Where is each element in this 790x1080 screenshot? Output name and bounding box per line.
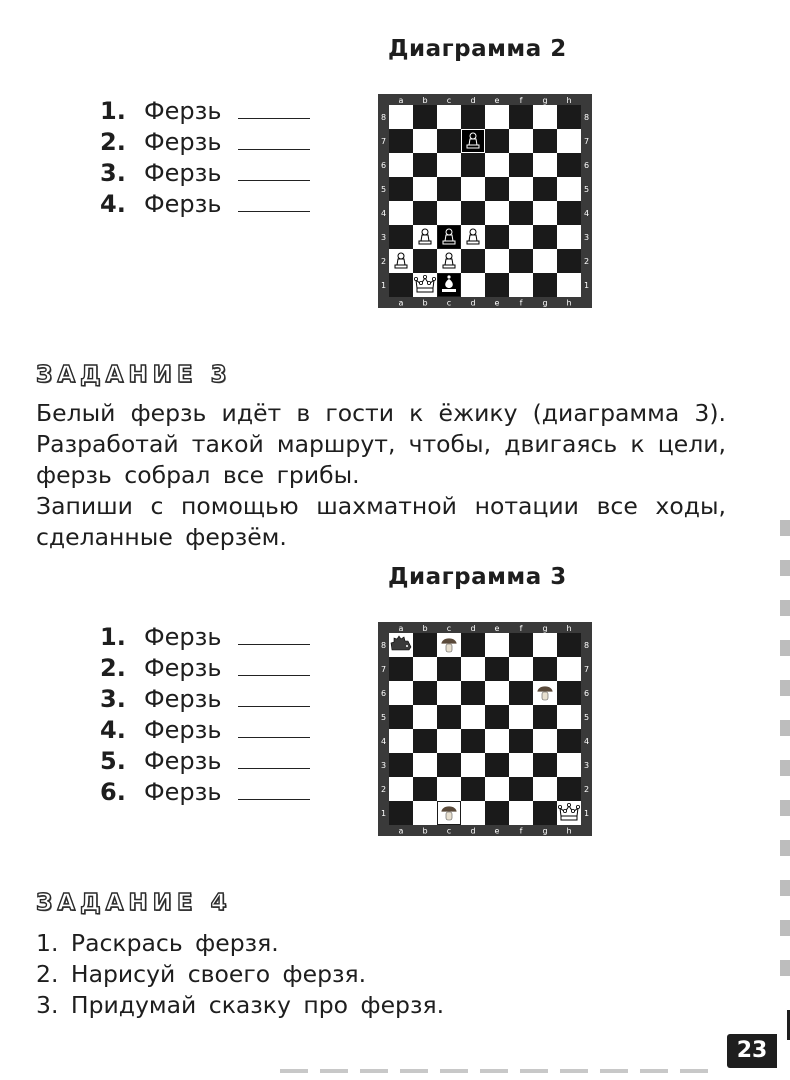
board-square[interactable] bbox=[461, 249, 485, 273]
board-square[interactable] bbox=[389, 225, 413, 249]
board-square[interactable] bbox=[461, 153, 485, 177]
rank-label: 8 bbox=[380, 113, 387, 122]
board-square[interactable] bbox=[509, 633, 533, 657]
board-square[interactable] bbox=[413, 705, 437, 729]
rank-label: 2 bbox=[583, 785, 590, 794]
rank-label: 5 bbox=[583, 185, 590, 194]
diagram-2-title: Диаграмма 2 bbox=[388, 36, 567, 62]
white-queen-icon bbox=[558, 803, 579, 820]
answer-blank[interactable] bbox=[238, 719, 310, 738]
board-square[interactable] bbox=[557, 633, 581, 657]
move-line bbox=[100, 189, 310, 220]
board-square[interactable] bbox=[509, 705, 533, 729]
board-square[interactable] bbox=[461, 777, 485, 801]
file-label: g bbox=[542, 298, 548, 308]
board-square[interactable] bbox=[437, 153, 461, 177]
board-square[interactable] bbox=[413, 105, 437, 129]
board-square[interactable] bbox=[533, 801, 557, 825]
move-number: 1. bbox=[100, 623, 126, 651]
board-square[interactable] bbox=[533, 753, 557, 777]
board-square[interactable] bbox=[389, 777, 413, 801]
board-square[interactable] bbox=[461, 705, 485, 729]
move-number: 3. bbox=[100, 685, 126, 713]
file-label: a bbox=[398, 96, 404, 105]
board-square[interactable] bbox=[437, 729, 461, 753]
board-square[interactable] bbox=[413, 177, 437, 201]
board-square[interactable] bbox=[557, 201, 581, 225]
board-square[interactable] bbox=[461, 801, 485, 825]
board-square[interactable] bbox=[413, 729, 437, 753]
board-square[interactable] bbox=[461, 105, 485, 129]
board-square[interactable] bbox=[389, 201, 413, 225]
answer-blank[interactable] bbox=[238, 193, 310, 212]
answer-blank[interactable] bbox=[238, 100, 310, 119]
rank-label: 6 bbox=[583, 161, 590, 170]
board-square[interactable] bbox=[509, 729, 533, 753]
file-label: b bbox=[422, 96, 428, 105]
board-square[interactable] bbox=[485, 249, 509, 273]
rank-label: 4 bbox=[380, 209, 387, 218]
move-piece: Ферзь bbox=[144, 747, 222, 775]
board-square[interactable] bbox=[509, 681, 533, 705]
move-line bbox=[100, 622, 310, 653]
file-label: f bbox=[519, 624, 523, 633]
rank-label: 8 bbox=[583, 641, 590, 650]
board-square[interactable] bbox=[413, 753, 437, 777]
move-line bbox=[100, 653, 310, 684]
board-square[interactable] bbox=[461, 681, 485, 705]
board-square[interactable] bbox=[413, 801, 437, 825]
move-number: 3. bbox=[100, 159, 126, 187]
answer-blank[interactable] bbox=[238, 781, 310, 800]
board-square[interactable] bbox=[509, 105, 533, 129]
board-square[interactable] bbox=[413, 249, 437, 273]
white-queen-icon bbox=[414, 275, 435, 292]
board-square[interactable] bbox=[485, 801, 509, 825]
answer-blank[interactable] bbox=[238, 657, 310, 676]
board-square[interactable] bbox=[389, 105, 413, 129]
board-square[interactable] bbox=[533, 777, 557, 801]
chessboard-diagram-3 bbox=[378, 622, 592, 836]
rank-label: 3 bbox=[380, 761, 387, 770]
board-square[interactable] bbox=[509, 801, 533, 825]
file-label: d bbox=[470, 826, 476, 836]
board-square[interactable] bbox=[533, 729, 557, 753]
board-square[interactable] bbox=[557, 177, 581, 201]
board-square[interactable] bbox=[485, 177, 509, 201]
board-square[interactable] bbox=[389, 657, 413, 681]
board-square[interactable] bbox=[461, 177, 485, 201]
file-label: c bbox=[446, 96, 452, 105]
board-square[interactable] bbox=[437, 105, 461, 129]
chessboard-svg bbox=[378, 622, 592, 836]
task-4-heading: ЗАДАНИЕ 4 bbox=[36, 890, 232, 916]
bottom-decoration bbox=[280, 1068, 720, 1074]
file-label: e bbox=[494, 624, 500, 633]
diagram-2-move-list bbox=[100, 96, 310, 220]
board-square[interactable] bbox=[461, 729, 485, 753]
item-text: Придумай сказку про ферзя. bbox=[70, 991, 445, 1019]
board-square[interactable] bbox=[557, 225, 581, 249]
board-square[interactable] bbox=[557, 153, 581, 177]
board-square[interactable] bbox=[437, 705, 461, 729]
rank-label: 2 bbox=[380, 785, 387, 794]
board-square[interactable] bbox=[413, 129, 437, 153]
board-square[interactable] bbox=[557, 129, 581, 153]
board-square[interactable] bbox=[557, 657, 581, 681]
board-square[interactable] bbox=[485, 129, 509, 153]
file-label: b bbox=[422, 826, 428, 836]
board-square[interactable] bbox=[533, 201, 557, 225]
board-square[interactable] bbox=[509, 225, 533, 249]
diagram-3-move-list bbox=[100, 622, 310, 808]
move-piece: Ферзь bbox=[144, 654, 222, 682]
board-square[interactable] bbox=[389, 681, 413, 705]
board-square[interactable] bbox=[485, 681, 509, 705]
task-4-item bbox=[36, 928, 444, 959]
file-label: h bbox=[566, 826, 572, 836]
rank-label: 5 bbox=[583, 713, 590, 722]
rank-label: 5 bbox=[380, 713, 387, 722]
rank-label: 1 bbox=[380, 281, 387, 290]
move-piece: Ферзь bbox=[144, 159, 222, 187]
board-square[interactable] bbox=[485, 729, 509, 753]
board-square[interactable] bbox=[557, 777, 581, 801]
board-square[interactable] bbox=[437, 177, 461, 201]
chessboard-svg bbox=[378, 94, 592, 308]
move-number: 2. bbox=[100, 654, 126, 682]
rank-label: 8 bbox=[380, 641, 387, 650]
item-text: Раскрась ферзя. bbox=[70, 929, 279, 957]
rank-label: 8 bbox=[583, 113, 590, 122]
file-label: g bbox=[542, 826, 548, 836]
file-label: c bbox=[446, 298, 452, 308]
rank-label: 2 bbox=[583, 257, 590, 266]
board-square[interactable] bbox=[557, 273, 581, 297]
board-square[interactable] bbox=[413, 633, 437, 657]
file-label: d bbox=[470, 624, 476, 633]
chessboard-diagram-2 bbox=[378, 94, 592, 308]
board-square[interactable] bbox=[485, 273, 509, 297]
board-square[interactable] bbox=[533, 177, 557, 201]
board-square[interactable] bbox=[461, 633, 485, 657]
margin-decoration bbox=[774, 520, 790, 1040]
rank-label: 1 bbox=[583, 809, 590, 818]
board-square[interactable] bbox=[413, 153, 437, 177]
board-square[interactable] bbox=[485, 753, 509, 777]
board-square[interactable] bbox=[509, 249, 533, 273]
move-line bbox=[100, 158, 310, 189]
board-square[interactable] bbox=[509, 129, 533, 153]
file-label: e bbox=[494, 298, 500, 308]
board-square[interactable] bbox=[485, 777, 509, 801]
board-square[interactable] bbox=[461, 657, 485, 681]
file-label: g bbox=[542, 96, 548, 105]
move-number: 2. bbox=[100, 128, 126, 156]
answer-blank[interactable] bbox=[238, 688, 310, 707]
move-piece: Ферзь bbox=[144, 778, 222, 806]
move-piece: Ферзь bbox=[144, 128, 222, 156]
file-label: e bbox=[494, 96, 500, 105]
rank-label: 7 bbox=[380, 665, 387, 674]
move-line bbox=[100, 777, 310, 808]
file-label: c bbox=[446, 624, 452, 633]
rank-label: 3 bbox=[380, 233, 387, 242]
board-square[interactable] bbox=[533, 657, 557, 681]
rank-label: 7 bbox=[583, 665, 590, 674]
rank-label: 7 bbox=[583, 137, 590, 146]
board-square[interactable] bbox=[413, 201, 437, 225]
file-label: c bbox=[446, 826, 452, 836]
file-label: d bbox=[470, 298, 476, 308]
task-4-item bbox=[36, 990, 444, 1021]
board-square[interactable] bbox=[557, 105, 581, 129]
board-square[interactable] bbox=[389, 177, 413, 201]
item-text: Нарисуй своего ферзя. bbox=[70, 960, 367, 988]
board-square[interactable] bbox=[533, 153, 557, 177]
move-piece: Ферзь bbox=[144, 623, 222, 651]
file-label: a bbox=[398, 624, 404, 633]
board-square[interactable] bbox=[557, 705, 581, 729]
page-number: 23 bbox=[727, 1034, 777, 1068]
move-piece: Ферзь bbox=[144, 190, 222, 218]
rank-label: 4 bbox=[583, 737, 590, 746]
file-label: a bbox=[398, 826, 404, 836]
board-square[interactable] bbox=[533, 273, 557, 297]
board-square[interactable] bbox=[485, 225, 509, 249]
rank-label: 7 bbox=[380, 137, 387, 146]
board-square[interactable] bbox=[557, 729, 581, 753]
answer-blank[interactable] bbox=[238, 162, 310, 181]
board-square[interactable] bbox=[413, 681, 437, 705]
file-label: f bbox=[519, 826, 523, 836]
board-square[interactable] bbox=[461, 201, 485, 225]
rank-label: 2 bbox=[380, 257, 387, 266]
move-number: 6. bbox=[100, 778, 126, 806]
board-square[interactable] bbox=[437, 657, 461, 681]
task-4-list bbox=[36, 928, 444, 1021]
rank-label: 6 bbox=[380, 689, 387, 698]
answer-blank[interactable] bbox=[238, 131, 310, 150]
board-square[interactable] bbox=[485, 201, 509, 225]
file-label: d bbox=[470, 96, 476, 105]
board-square[interactable] bbox=[485, 657, 509, 681]
rank-label: 6 bbox=[583, 689, 590, 698]
board-square[interactable] bbox=[437, 753, 461, 777]
rank-label: 1 bbox=[380, 809, 387, 818]
move-piece: Ферзь bbox=[144, 716, 222, 744]
rank-label: 3 bbox=[583, 761, 590, 770]
board-square[interactable] bbox=[533, 225, 557, 249]
file-label: h bbox=[566, 624, 572, 633]
file-label: g bbox=[542, 624, 548, 633]
rank-label: 1 bbox=[583, 281, 590, 290]
board-square[interactable] bbox=[533, 633, 557, 657]
board-square[interactable] bbox=[437, 681, 461, 705]
file-label: h bbox=[566, 298, 572, 308]
rank-label: 4 bbox=[583, 209, 590, 218]
move-line bbox=[100, 127, 310, 158]
board-square[interactable] bbox=[485, 153, 509, 177]
file-label: e bbox=[494, 826, 500, 836]
diagram-3-title: Диаграмма 3 bbox=[388, 564, 567, 590]
move-number: 4. bbox=[100, 716, 126, 744]
board-square[interactable] bbox=[437, 777, 461, 801]
task-3-text bbox=[36, 398, 726, 553]
file-label: f bbox=[519, 96, 523, 105]
move-line bbox=[100, 96, 310, 127]
board-square[interactable] bbox=[509, 753, 533, 777]
board-square[interactable] bbox=[461, 753, 485, 777]
move-number: 1. bbox=[100, 97, 126, 125]
answer-blank[interactable] bbox=[238, 626, 310, 645]
move-line bbox=[100, 715, 310, 746]
item-number: 2. bbox=[36, 960, 59, 988]
board-square[interactable] bbox=[509, 153, 533, 177]
move-line bbox=[100, 746, 310, 777]
board-square[interactable] bbox=[437, 129, 461, 153]
move-number: 5. bbox=[100, 747, 126, 775]
board-square[interactable] bbox=[509, 177, 533, 201]
file-label: b bbox=[422, 624, 428, 633]
board-square[interactable] bbox=[533, 105, 557, 129]
board-square[interactable] bbox=[413, 657, 437, 681]
board-square[interactable] bbox=[389, 153, 413, 177]
board-square[interactable] bbox=[485, 633, 509, 657]
move-piece: Ферзь bbox=[144, 97, 222, 125]
rank-label: 3 bbox=[583, 233, 590, 242]
file-label: a bbox=[398, 298, 404, 308]
task-4-item bbox=[36, 959, 444, 990]
file-label: f bbox=[519, 298, 523, 308]
board-square[interactable] bbox=[509, 201, 533, 225]
board-square[interactable] bbox=[485, 705, 509, 729]
board-square[interactable] bbox=[557, 249, 581, 273]
board-square[interactable] bbox=[533, 129, 557, 153]
board-square[interactable] bbox=[389, 729, 413, 753]
task-3-paragraph-1: Белый ферзь идёт в гости к ёжику (диаграмма 3). Разработай такой маршрут, чтобы, двигаясь к цели, ферзь собрал все грибы. bbox=[36, 399, 726, 489]
rank-label: 5 bbox=[380, 185, 387, 194]
move-line bbox=[100, 684, 310, 715]
board-square[interactable] bbox=[413, 777, 437, 801]
board-square[interactable] bbox=[389, 273, 413, 297]
board-square[interactable] bbox=[389, 753, 413, 777]
board-square[interactable] bbox=[533, 249, 557, 273]
board-square[interactable] bbox=[533, 705, 557, 729]
board-square[interactable] bbox=[437, 201, 461, 225]
file-label: b bbox=[422, 298, 428, 308]
board-square[interactable] bbox=[461, 273, 485, 297]
task-3-heading: ЗАДАНИЕ 3 bbox=[36, 362, 232, 388]
rank-label: 6 bbox=[380, 161, 387, 170]
board-square[interactable] bbox=[557, 753, 581, 777]
move-piece: Ферзь bbox=[144, 685, 222, 713]
rank-label: 4 bbox=[380, 737, 387, 746]
item-number: 1. bbox=[36, 929, 59, 957]
board-square[interactable] bbox=[485, 105, 509, 129]
answer-blank[interactable] bbox=[238, 750, 310, 769]
board-square[interactable] bbox=[509, 657, 533, 681]
board-square[interactable] bbox=[557, 681, 581, 705]
item-number: 3. bbox=[36, 991, 59, 1019]
board-square[interactable] bbox=[389, 801, 413, 825]
board-square[interactable] bbox=[389, 705, 413, 729]
move-number: 4. bbox=[100, 190, 126, 218]
file-label: h bbox=[566, 96, 572, 105]
board-square[interactable] bbox=[509, 777, 533, 801]
task-3-paragraph-2: Запиши с помощью шахматной нотации все ходы, сделанные ферзём. bbox=[36, 492, 726, 551]
board-square[interactable] bbox=[389, 129, 413, 153]
board-square[interactable] bbox=[509, 273, 533, 297]
